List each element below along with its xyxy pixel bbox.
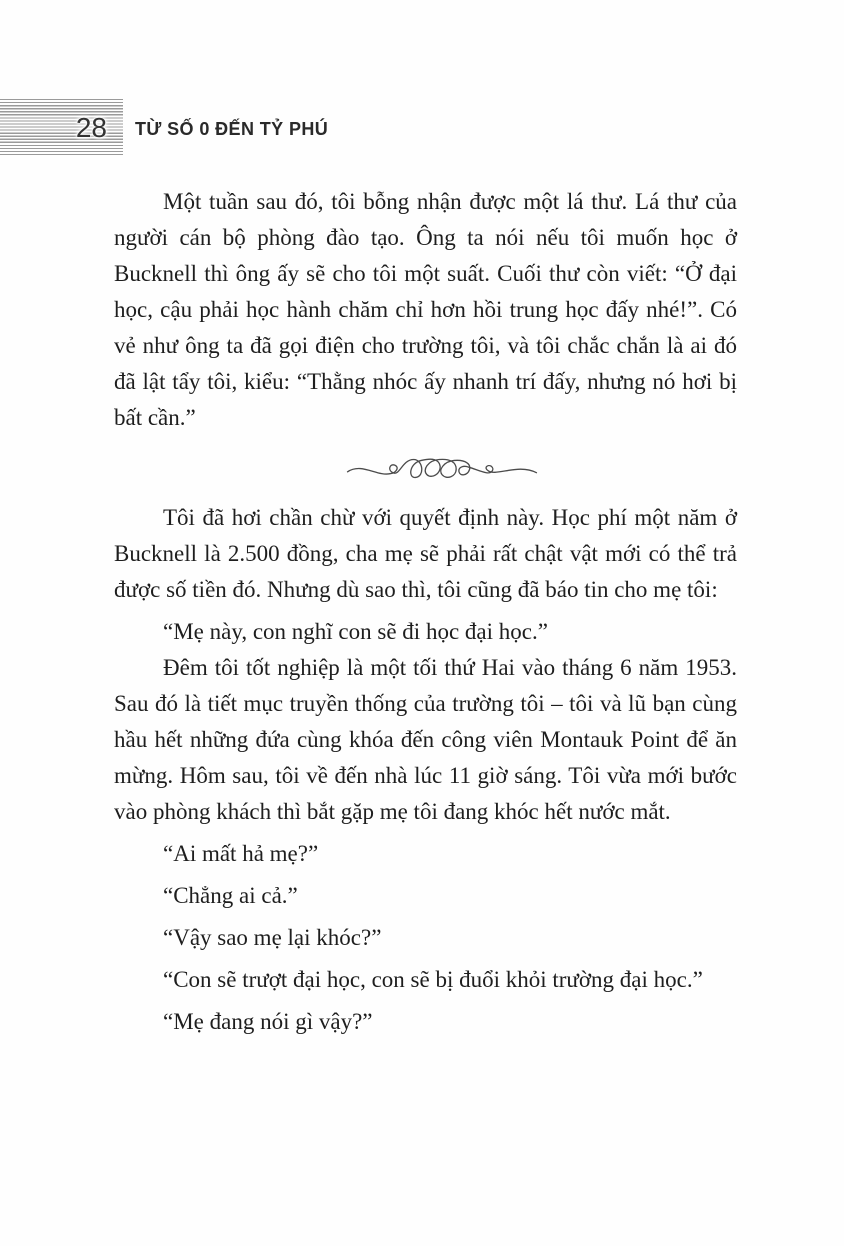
page-header xyxy=(0,0,844,157)
paragraph: Một tuần sau đó, tôi bỗng nhận được một lá thư. Lá thư của người cán bộ phòng đào tạo. Ông ta nói nếu tôi muốn học ở Bucknell thì ông ấy sẽ cho tôi một suất. Cuối thư còn viết: “Ở đại học, cậu phải học hành chăm chỉ hơn hồi trung học đấy nhé!”. Có vẻ như ông ta đã gọi điện cho trường tôi, và tôi chắc chắn là ai đó đã lật tẩy tôi, kiểu: “Thằng nhóc ấy nhanh trí đấy, nhưng nó hơi bị bất cần.” xyxy=(114,189,737,430)
dialogue-line: “Mẹ này, con nghĩ con sẽ đi học đại học.” xyxy=(163,619,548,644)
dialogue-line: “Chẳng ai cả.” xyxy=(163,883,298,908)
flourish-divider-ornament xyxy=(327,451,557,485)
dialogue-line: “Vậy sao mẹ lại khóc?” xyxy=(163,925,382,950)
running-head-title: TỪ SỐ 0 ĐẾN TỶ PHÚ xyxy=(135,119,329,139)
page-number: 28 xyxy=(75,112,107,143)
dialogue-line: “Ai mất hả mẹ?” xyxy=(163,841,319,866)
flourish-icon xyxy=(327,451,557,485)
dialogue-line: “Con sẽ trượt đại học, con sẽ bị đuổi khỏi trường đại học.” xyxy=(163,967,703,992)
dialogue-line: “Mẹ đang nói gì vậy?” xyxy=(163,1009,373,1034)
page-content xyxy=(114,184,737,1040)
paragraph: Đêm tôi tốt nghiệp là một tối thứ Hai vào tháng 6 năm 1953. Sau đó là tiết mục truyền thống của trường tôi – tôi và lũ bạn cùng hầu hết những đứa cùng khóa đến công viên Montauk Point để ăn mừng. Hôm sau, tôi về đến nhà lúc 11 giờ sáng. Tôi vừa mới bước vào phòng khách thì bắt gặp mẹ tôi đang khóc hết nước mắt. xyxy=(114,655,737,824)
header-stripes-decoration xyxy=(0,99,123,157)
paragraph: Tôi đã hơi chần chừ với quyết định này. Học phí một năm ở Bucknell là 2.500 đồng, cha mẹ sẽ phải rất chật vật mới có thể trả được số tiền đó. Nhưng dù sao thì, tôi cũng đã báo tin cho mẹ tôi: xyxy=(114,505,737,602)
